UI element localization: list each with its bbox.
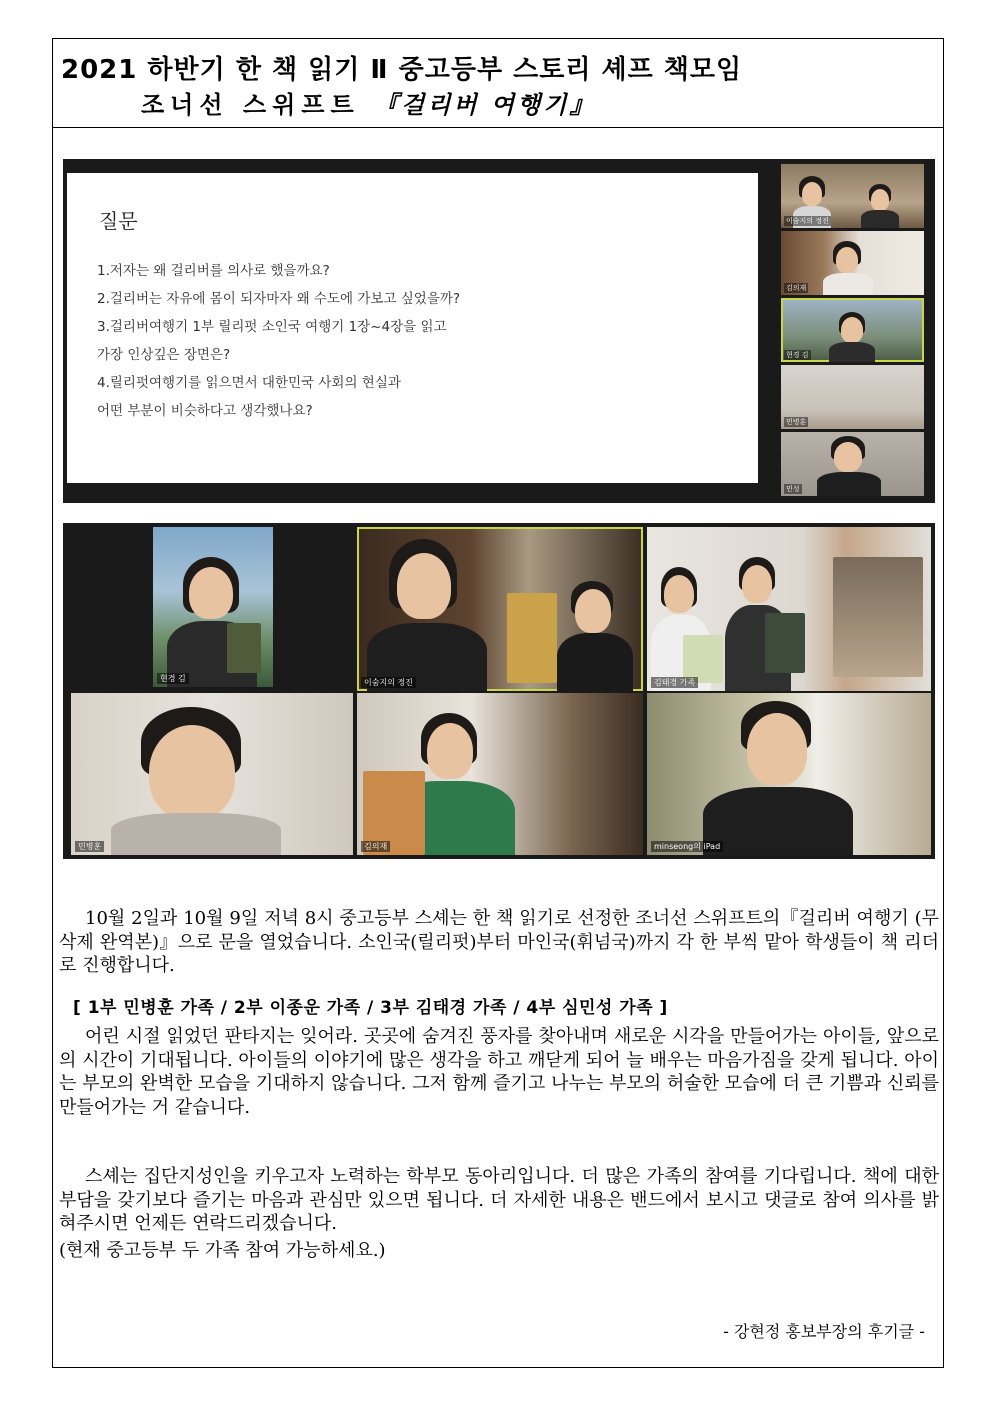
question-line: 1.저자는 왜 걸리버를 의사로 했을까요? — [97, 263, 330, 279]
participant-name: 이숨지의 정진 — [786, 217, 829, 225]
family-list: [ 1부 민병훈 가족 / 2부 이종운 가족 / 3부 김태경 가족 / 4부 심민성 가족 ] — [73, 998, 668, 1018]
participant-name: 민병훈 — [786, 418, 807, 426]
author-name: 조너선 스위프트 — [141, 90, 360, 119]
question-line: 2.걸리버는 자유에 몸이 되자마자 왜 수도에 가보고 싶었을까? — [97, 291, 461, 307]
question-line: 가장 인상깊은 장면은? — [97, 347, 231, 363]
participant-name: 민성 — [786, 485, 800, 493]
book-subtitle — [141, 85, 596, 120]
question-slide — [67, 173, 758, 483]
video-call-screenshot-gallery — [63, 523, 935, 859]
participant-video — [357, 693, 643, 855]
participant-name: 김의재 — [786, 284, 807, 292]
slide-title: 질문 — [99, 209, 138, 233]
participant-tile — [781, 231, 924, 295]
participant-video — [647, 693, 931, 855]
participant-name: 김의재 — [361, 841, 390, 852]
article-paragraph-2: 어린 시절 읽었던 판타지는 잊어라. 곳곳에 숨겨진 풍자를 찾아내며 새로운 시각을 만들어가는 아이들, 앞으로의 시간이 기대됩니다. 아이들의 이야기에 많은 생각을 하고 깨닫게 되어 늘 배우는 마음가짐을 갖게 됩니다. 아이는 부모의 완벽한 모습을 기대하지 않습니다. 그저 함께 즐기고 나누는 부모의 허술한 모습에 더 큰 기쁨과 신뢰를 만들어가는 거 같습니다. — [59, 1026, 939, 1118]
participant-name: 민병훈 — [75, 841, 104, 852]
participant-tile — [781, 365, 924, 429]
book-title: 『걸리버 여행기』 — [374, 90, 597, 119]
question-line: 4.릴리펏여행기를 읽으면서 대한민국 사회의 현실과 — [97, 375, 401, 391]
article-paragraph-1: 10월 2일과 10월 9일 저녁 8시 중고등부 스셰는 한 책 읽기로 선정한 조너선 스위프트의『걸리버 여행기 (무삭제 완역본)』으로 문을 열었습니다. 소인국(릴리펏)부터 마인국(휘넘국)까지 각 한 부씩 맡아 학생들이 책 리더로 진행합니다. — [59, 908, 939, 976]
participant-name: 김태경 가족 — [651, 677, 698, 688]
participant-tile — [781, 164, 924, 228]
newsletter-frame — [52, 38, 944, 1368]
participant-name: minseong의 iPad — [651, 841, 723, 852]
participant-tile-active — [781, 298, 924, 362]
participant-name: 이숨지의 정진 — [361, 677, 416, 688]
participant-tile — [781, 432, 924, 496]
header — [53, 39, 943, 128]
participant-name: 현경 김 — [786, 351, 809, 359]
page-title: 2021 하반기 한 책 읽기 Ⅱ 중고등부 스토리 셰프 책모임 — [61, 55, 743, 85]
article-paragraph-4: (현재 중고등부 두 가족 참여 가능하세요.) — [59, 1240, 386, 1261]
participant-video — [71, 693, 353, 855]
author-signature: - 강현정 홍보부장의 후기글 - — [723, 1322, 925, 1341]
participant-video — [153, 527, 273, 687]
participant-name: 현경 김 — [157, 673, 189, 684]
question-line: 어떤 부분이 비슷하다고 생각했나요? — [97, 403, 313, 419]
video-call-screenshot-slide — [63, 159, 935, 503]
participant-video — [647, 527, 931, 691]
participant-video-active — [357, 527, 643, 691]
article-paragraph-3: 스셰는 집단지성인을 키우고자 노력하는 학부모 동아리입니다. 더 많은 가족의 참여를 기다립니다. 책에 대한 부담을 갖기보다 즐기는 마음과 관심만 있으면 됩니다. 더 자세한 내용은 밴드에서 보시고 댓글로 참여 의사를 밝혀주시면 언제든 연락드리겠습니다. — [59, 1166, 939, 1234]
question-line: 3.걸리버여행기 1부 릴리펏 소인국 여행기 1장~4장을 읽고 — [97, 319, 447, 335]
